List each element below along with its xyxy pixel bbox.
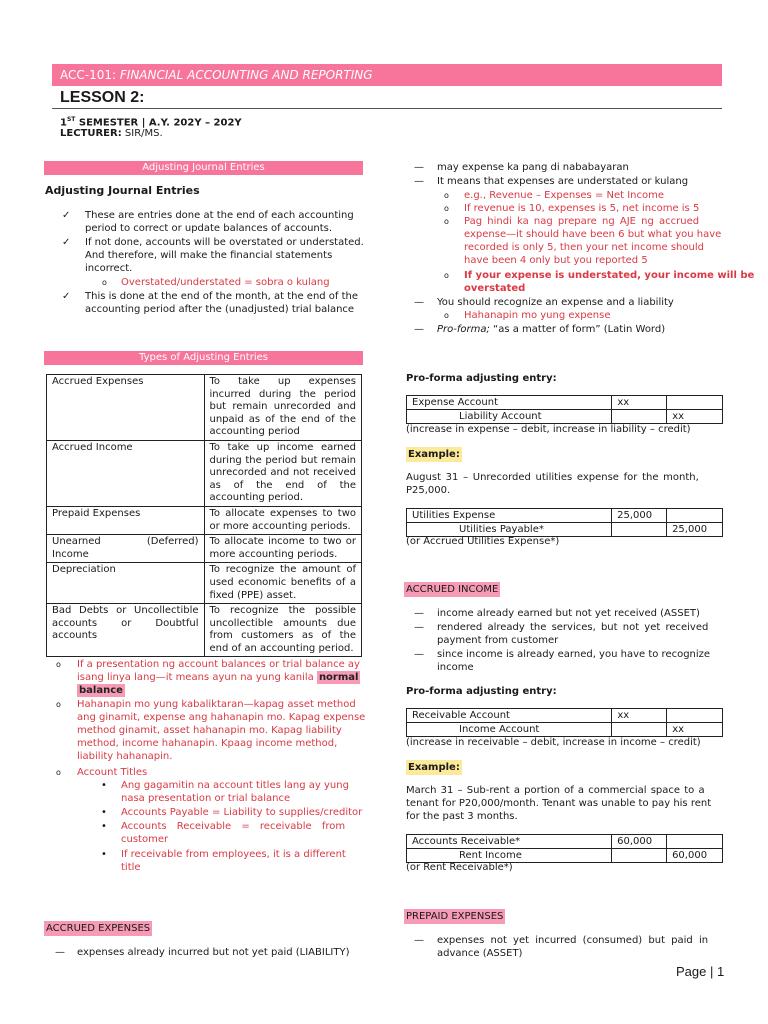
checkmark-icon: ✓: [62, 237, 71, 248]
dash-item-text: advance (ASSET): [437, 948, 523, 959]
example-text: P25,000.: [406, 485, 451, 496]
dash-item-text: income: [437, 662, 474, 673]
dash-bullet-icon: —: [414, 649, 424, 660]
sub-item-text: Pag hindi ka nag prepare ng AJE ng accrued: [464, 216, 700, 227]
accrued-income-heading: ACCRUED INCOME: [406, 584, 499, 595]
adjusting-entry-type: Unearned (Deferred) Income: [47, 535, 205, 563]
circle-bullet-icon: o: [444, 204, 449, 213]
page-number: Page | 1: [676, 964, 725, 979]
dot-bullet-icon: •: [101, 807, 107, 818]
adjusting-entry-purpose: To recognize the amount of used economic benefits of a fixed (PPE) asset.: [204, 563, 362, 604]
dot-bullet-icon: •: [101, 821, 107, 832]
bullet-text: Accounts Payable = Liability to supplies/creditor: [121, 807, 363, 818]
dash-bullet-icon: —: [414, 297, 424, 308]
dot-bullet-icon: •: [101, 849, 107, 860]
dash-bullet-icon: —: [414, 176, 424, 187]
types-table-row: [47, 563, 362, 604]
adjusting-entry-purpose: To allocate expenses to two or more accounting periods.: [204, 506, 362, 534]
check-item-text: incorrect.: [85, 263, 133, 274]
adjusting-entry-type: Bad Debts or Uncollectible accounts or Doubtful accounts: [47, 604, 205, 657]
lecturer-line: LECTURER: SIR/MS.: [60, 128, 163, 139]
circle-bullet-icon: o: [444, 217, 449, 226]
check-item-text: If not done, accounts will be overstated or understated.: [85, 237, 364, 248]
proforma-heading: Pro-forma adjusting entry:: [406, 686, 557, 697]
entry-table-receivable: Receivable Account xx Income Account xx: [406, 708, 723, 737]
course-title: FINANCIAL ACCOUNTING AND REPORTING: [119, 68, 373, 82]
dash-item-text: since income is already earned, you have to recognize: [437, 649, 711, 660]
check-item-text: These are entries done at the end of each accounting: [85, 210, 354, 221]
adjusting-entry-purpose: To take up expenses incurred during the period but remain unrecorded and unpaid as of the end of the accounting period: [204, 375, 362, 441]
note-text: method, income hahanapin. Kpaag income method,: [77, 738, 338, 749]
circle-bullet-icon: o: [56, 768, 61, 777]
dash-item-text: It means that expenses are understated or kulang: [437, 176, 689, 187]
dash-bullet-icon: —: [414, 622, 424, 633]
entry-note: (or Accrued Utilities Expense*): [406, 536, 560, 547]
circle-bullet-icon: o: [444, 271, 449, 280]
example-text: August 31 – Unrecorded utilities expense for the month,: [406, 472, 699, 483]
bullet-text: If receivable from employees, it is a different: [121, 849, 346, 860]
dash-item-text: may expense ka pang di nababayaran: [437, 162, 629, 173]
example-label: Example:: [408, 449, 460, 460]
dash-item-text: expenses not yet incurred (consumed) but paid in: [437, 935, 709, 946]
check-item-text: period to correct or update balances of accounts.: [85, 223, 333, 234]
check-item-text: This is done at the end of the month, at the end of the: [85, 291, 359, 302]
adjusting-entry-type: Accrued Expenses: [47, 375, 205, 441]
types-table-row: [47, 375, 362, 441]
proforma-heading: Pro-forma adjusting entry:: [406, 373, 557, 384]
entry-note: (increase in expense – debit, increase in liability – credit): [406, 424, 691, 435]
dash-item-text: Pro-forma; “as a matter of form” (Latin Word): [437, 324, 666, 335]
sub-item-text: If your expense is understated, your income will be: [464, 270, 755, 281]
checkmark-icon: ✓: [62, 291, 71, 302]
section-band-types: Types of Adjusting Entries: [44, 351, 363, 365]
circle-bullet-icon: o: [56, 700, 61, 709]
bullet-text: Accounts Receivable = receivable from: [121, 821, 346, 832]
lesson-title: LESSON 2:: [60, 89, 145, 106]
dash-item-text: payment from customer: [437, 635, 559, 646]
types-table-row: [47, 440, 362, 506]
check-item-text: And therefore, will make the financial statements: [85, 250, 333, 261]
note-text: Hahanapin mo yung kabaliktaran—kapag asset method: [77, 699, 356, 710]
dash-bullet-icon: —: [55, 947, 65, 958]
checkmark-icon: ✓: [62, 210, 71, 221]
example-text: for the past 3 months.: [406, 811, 518, 822]
adjusting-entry-type: Depreciation: [47, 563, 205, 604]
example-label: Example:: [408, 762, 460, 773]
adjusting-entry-purpose: To take up income earned during the period but remain unrecorded and not received as of the end of the accounting period.: [204, 440, 362, 506]
sub-item-text: have been 4 only but you reported 5: [464, 255, 648, 266]
dash-bullet-icon: —: [414, 608, 424, 619]
entry-note: (or Rent Receivable*): [406, 862, 513, 873]
course-code: ACC-101:: [60, 68, 117, 82]
adjusting-entry-type: Prepaid Expenses: [47, 506, 205, 534]
dash-bullet-icon: —: [414, 324, 424, 335]
sub-item-text: overstated: [464, 283, 526, 294]
circle-bullet-icon: o: [444, 311, 449, 320]
entry-table-expense: Expense Account xx Liability Account xx: [406, 395, 723, 424]
dash-item-text: expenses already incurred but not yet paid (LIABILITY): [77, 947, 350, 958]
types-table-row: [47, 535, 362, 563]
circle-bullet-icon: o: [102, 278, 107, 287]
entry-table-rent: Accounts Receivable* 60,000 Rent Income 60,000: [406, 834, 723, 863]
note-text: Account Titles: [77, 767, 148, 778]
adjusting-entry-purpose: To recognize the possible uncollectible amounts due from customers as of the end of an accounting period.: [204, 604, 362, 657]
sub-item-text: Hahanapin mo yung expense: [464, 310, 611, 321]
bullet-text: Ang gagamitin na account titles lang ay yung: [121, 780, 349, 791]
dash-item-text: rendered already the services, but not yet received: [437, 622, 709, 633]
note-text: isang linya lang—it means ayun na yung kanila normal: [77, 672, 359, 683]
adjusting-entry-type: Accrued Income: [47, 440, 205, 506]
entry-table-utilities: Utilities Expense 25,000 Utilities Payable* 25,000: [406, 508, 723, 537]
example-text: tenant for P20,000/month. Tenant was unable to pay his rent: [406, 798, 712, 809]
bullet-text: customer: [121, 834, 169, 845]
example-text: March 31 – Sub-rent a portion of a commercial space to a: [406, 785, 705, 796]
adjusting-entry-purpose: To allocate income to two or more accounting periods.: [204, 535, 362, 563]
note-text: balance: [79, 685, 123, 696]
bullet-text: nasa presentation or trial balance: [121, 793, 291, 804]
accrued-expenses-heading: ACCRUED EXPENSES: [46, 923, 151, 934]
note-text: ang ginamit, expense ang hahanapin mo. Kapag expense: [77, 712, 366, 723]
entry-note: (increase in receivable – debit, increase in income – credit): [406, 737, 701, 748]
sub-item-text: e.g., Revenue – Expenses = Net Income: [464, 190, 665, 201]
prepaid-expenses-heading: PREPAID EXPENSES: [406, 911, 504, 922]
check-item-text: accounting period after the (unadjusted) trial balance: [85, 304, 355, 315]
types-table: [46, 374, 362, 657]
circle-bullet-icon: o: [444, 191, 449, 200]
dash-item-text: income already earned but not yet received (ASSET): [437, 608, 700, 619]
circle-bullet-icon: o: [56, 660, 61, 669]
section-band-adjusting: Adjusting Journal Entries: [44, 161, 363, 175]
types-table-row: [47, 506, 362, 534]
sub-item-text: expense—it should have been 6 but what you have: [464, 229, 722, 240]
note-text: If a presentation ng account balances or trial balance ay: [77, 659, 360, 670]
bullet-text: title: [121, 862, 141, 873]
types-table-row: [47, 604, 362, 657]
dash-bullet-icon: —: [414, 935, 424, 946]
semester-line: 1ST SEMESTER | A.Y. 202Y – 202Y: [60, 116, 242, 129]
dot-bullet-icon: •: [101, 780, 107, 791]
note-text: method ginamit, asset hahanapin mo. Kapag liability: [77, 725, 342, 736]
sub-item-text: Overstated/understated = sobra o kulang: [121, 277, 330, 288]
header-rule: [52, 108, 722, 109]
dash-bullet-icon: —: [414, 162, 424, 173]
dash-item-text: You should recognize an expense and a liability: [437, 297, 674, 308]
note-text: liability hahanapin.: [77, 751, 173, 762]
course-header-bar: [52, 64, 722, 86]
section-heading-adjusting: Adjusting Journal Entries: [45, 184, 200, 197]
sub-item-text: recorded is only 5, then your net income should: [464, 242, 704, 253]
sub-item-text: If revenue is 10, expenses is 5, net income is 5: [464, 203, 700, 214]
